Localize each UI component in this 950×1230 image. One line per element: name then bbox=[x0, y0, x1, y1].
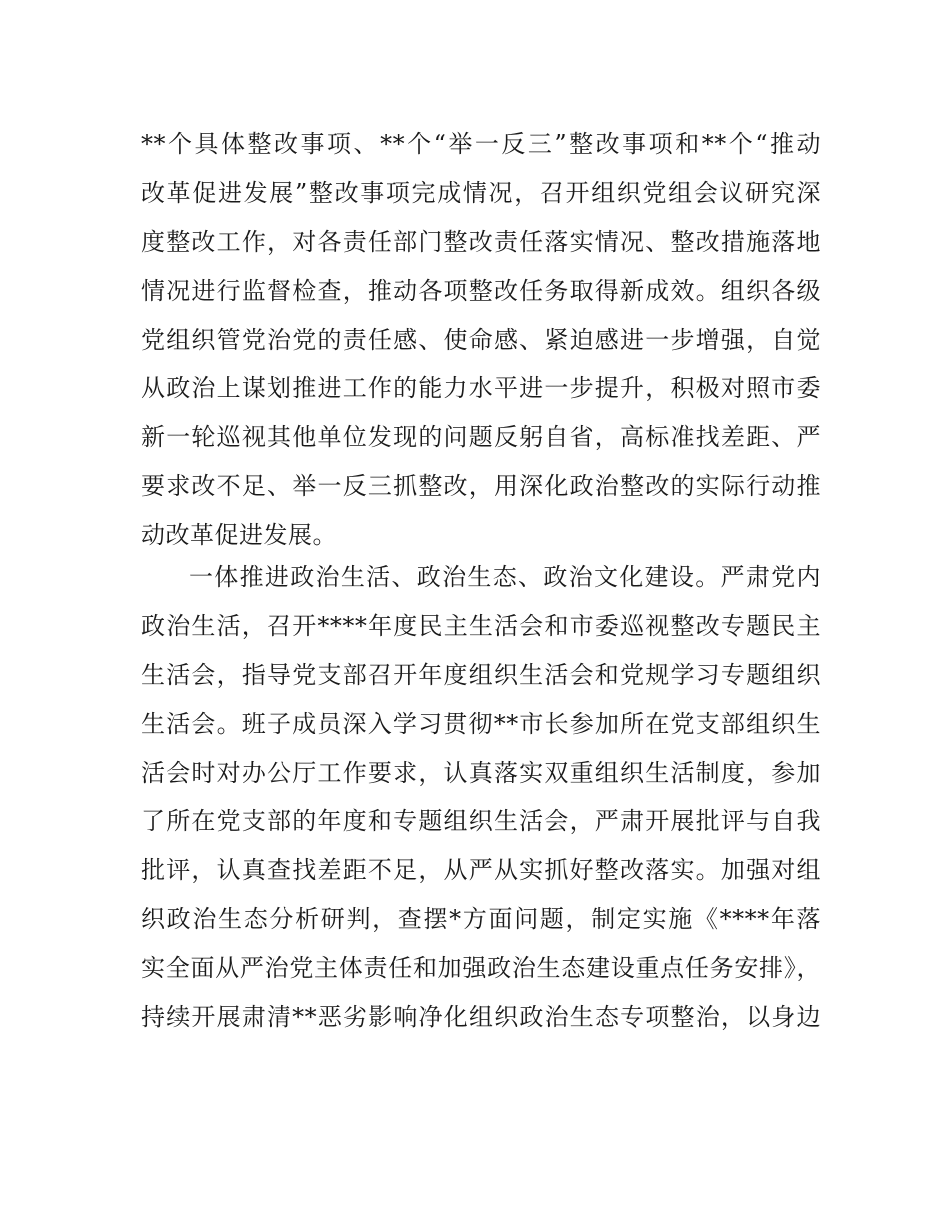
paragraph-line: 度整改工作，对各责任部门整改责任落实情况、整改措施落地 bbox=[141, 227, 821, 256]
paragraph-line: 政治生活，召开****年度民主生活会和市委巡视整改专题民主 bbox=[141, 611, 821, 640]
paragraph-line: 动改革促进发展。 bbox=[141, 521, 337, 550]
paragraph-line: 生活会。班子成员深入学习贯彻**市长参加所在党支部组织生 bbox=[141, 709, 821, 738]
paragraph-line: **个具体整改事项、**个“举一反三”整改事项和**个“推动 bbox=[141, 130, 821, 158]
paragraph-line: 一体推进政治生活、政治生态、政治文化建设。严肃党内 bbox=[189, 563, 821, 591]
paragraph-rectification-summary bbox=[141, 120, 821, 560]
paragraph-line: 批评，认真查找差距不足，从严从实抓好整改落实。加强对组 bbox=[141, 856, 821, 885]
paragraph-line: 要求改不足、举一反三抓整改，用深化政治整改的实际行动推 bbox=[141, 472, 821, 501]
paragraph-line: 情况进行监督检查，推动各项整改任务取得新成效。组织各级 bbox=[141, 276, 821, 305]
paragraph-line: 改革促进发展”整改事项完成情况，召开组织党组会议研究深 bbox=[141, 178, 821, 207]
paragraph-line: 党组织管党治党的责任感、使命感、紧迫感进一步增强，自觉 bbox=[141, 325, 821, 354]
paragraph-line: 活会时对办公厅工作要求，认真落实双重组织生活制度，参加 bbox=[141, 758, 821, 787]
paragraph-line: 实全面从严治党主体责任和加强政治生态建设重点任务安排》， bbox=[141, 954, 821, 983]
paragraph-line: 生活会，指导党支部召开年度组织生活会和党规学习专题组织 bbox=[141, 660, 821, 689]
paragraph-line: 织政治生态分析研判，查摆*方面问题，制定实施《****年落 bbox=[141, 905, 821, 934]
paragraph-political-life bbox=[141, 553, 821, 1042]
paragraph-line: 持续开展肃清**恶劣影响净化组织政治生态专项整治，以身边 bbox=[141, 1003, 821, 1032]
paragraph-line: 从政治上谋划推进工作的能力水平进一步提升，积极对照市委 bbox=[141, 374, 821, 403]
paragraph-line: 了所在党支部的年度和专题组织生活会，严肃开展批评与自我 bbox=[141, 807, 821, 836]
paragraph-line: 新一轮巡视其他单位发现的问题反躬自省，高标准找差距、严 bbox=[141, 423, 821, 452]
